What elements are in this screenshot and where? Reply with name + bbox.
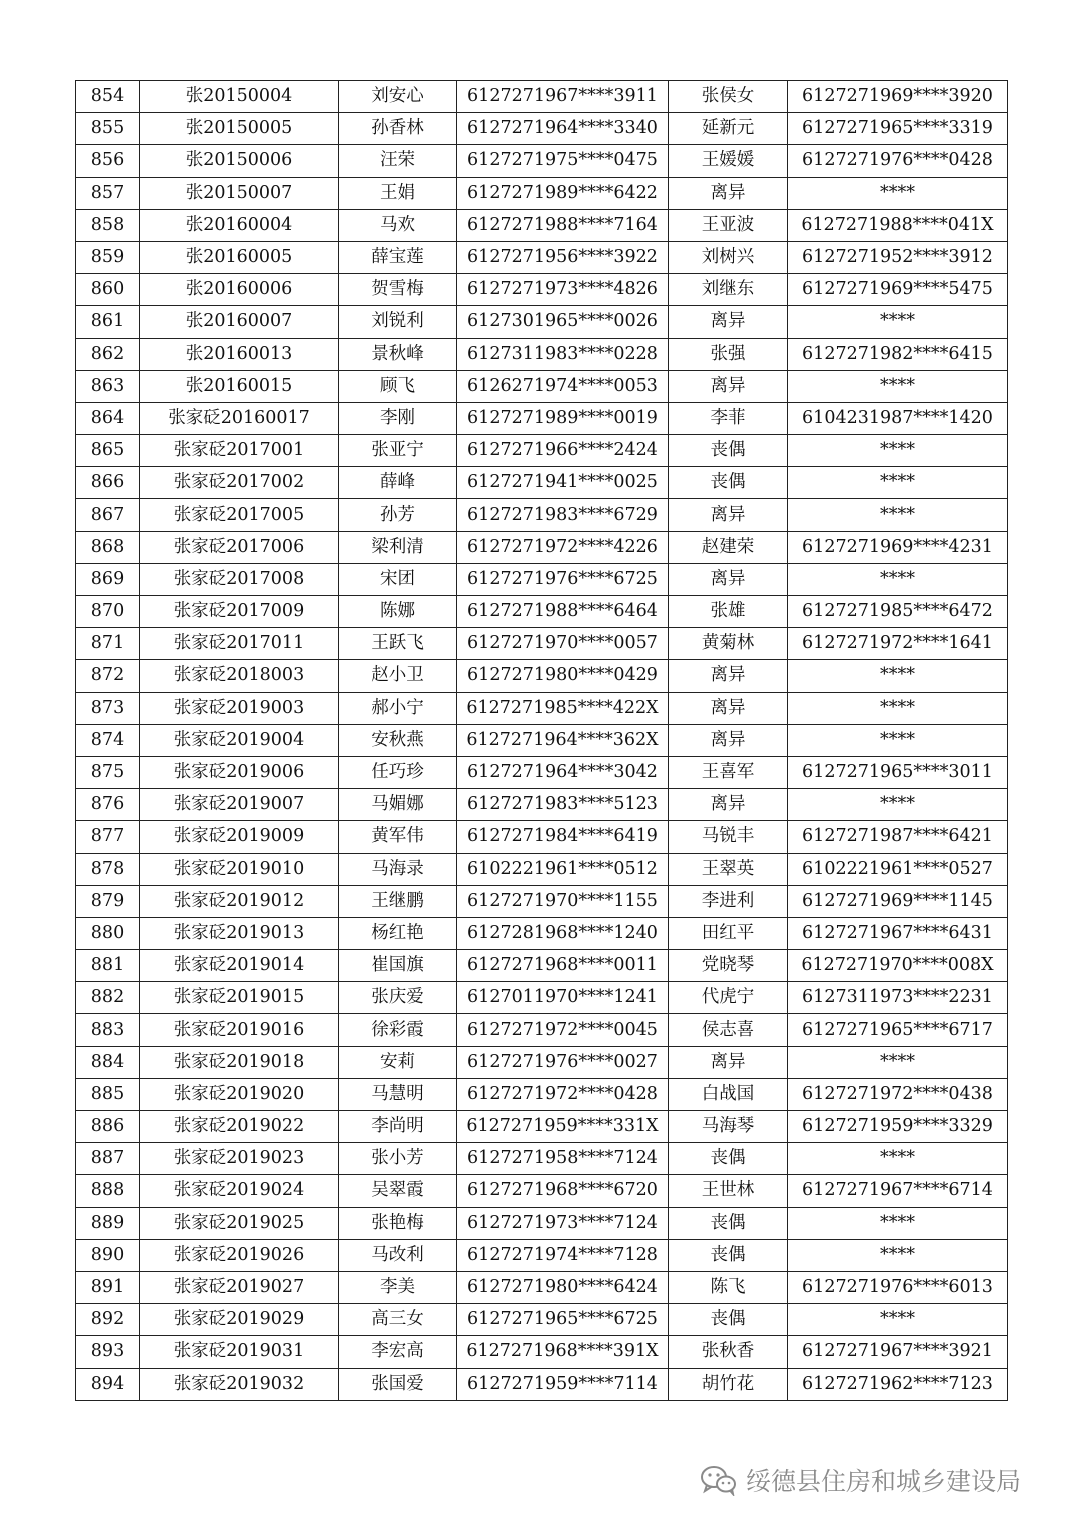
spouse-id-number-cell: **** (788, 563, 1008, 595)
record-id-cell: 张家砭2019032 (140, 1368, 339, 1400)
spouse-name-cell: 离异 (669, 177, 788, 209)
table-row (76, 177, 1008, 209)
spouse-name-cell: 丧偶 (669, 1239, 788, 1271)
id-number-cell: 6127271983****6729 (457, 499, 669, 531)
id-number-cell: 6127271972****0045 (457, 1014, 669, 1046)
spouse-name-cell: 李菲 (669, 402, 788, 434)
spouse-name-cell: 王翠英 (669, 853, 788, 885)
record-id-cell: 张20160013 (140, 338, 339, 370)
row-number-cell: 879 (76, 885, 140, 917)
id-number-cell: 6127271973****7124 (457, 1207, 669, 1239)
spouse-id-number-cell: **** (788, 1046, 1008, 1078)
name-cell: 孙芳 (339, 499, 457, 531)
table-row (76, 1143, 1008, 1175)
id-number-cell: 6127271972****4226 (457, 531, 669, 563)
record-id-cell: 张20150006 (140, 145, 339, 177)
spouse-name-cell: 离异 (669, 306, 788, 338)
spouse-id-number-cell: 6102221961****0527 (788, 853, 1008, 885)
table-row (76, 241, 1008, 273)
record-id-cell: 张20150004 (140, 81, 339, 113)
spouse-id-number-cell: **** (788, 177, 1008, 209)
id-number-cell: 6127271959****331X (457, 1111, 669, 1143)
name-cell: 孙香林 (339, 113, 457, 145)
spouse-name-cell: 离异 (669, 1046, 788, 1078)
row-number-cell: 858 (76, 209, 140, 241)
row-number-cell: 884 (76, 1046, 140, 1078)
table-row (76, 402, 1008, 434)
table-row (76, 885, 1008, 917)
name-cell: 马媚娜 (339, 789, 457, 821)
spouse-id-number-cell: **** (788, 1239, 1008, 1271)
row-number-cell: 866 (76, 467, 140, 499)
record-id-cell: 张20150007 (140, 177, 339, 209)
spouse-name-cell: 马海琴 (669, 1111, 788, 1143)
id-number-cell: 6127271967****3911 (457, 81, 669, 113)
id-number-cell: 6127271984****6419 (457, 821, 669, 853)
row-number-cell: 856 (76, 145, 140, 177)
record-id-cell: 张20160005 (140, 241, 339, 273)
record-id-cell: 张家砭2019009 (140, 821, 339, 853)
spouse-id-number-cell: 6127271965****6717 (788, 1014, 1008, 1046)
spouse-name-cell: 离异 (669, 499, 788, 531)
spouse-name-cell: 张雄 (669, 596, 788, 628)
row-number-cell: 894 (76, 1368, 140, 1400)
table-row (76, 1078, 1008, 1110)
spouse-id-number-cell: 6127271976****6013 (788, 1271, 1008, 1303)
wechat-icon (700, 1464, 738, 1496)
spouse-id-number-cell: 6127271969****4231 (788, 531, 1008, 563)
table-row (76, 1014, 1008, 1046)
id-number-cell: 6127271965****6725 (457, 1304, 669, 1336)
id-number-cell: 6127271976****6725 (457, 563, 669, 595)
id-number-cell: 6127271964****3340 (457, 113, 669, 145)
spouse-name-cell: 丧偶 (669, 435, 788, 467)
table-row (76, 596, 1008, 628)
spouse-name-cell: 刘树兴 (669, 241, 788, 273)
row-number-cell: 878 (76, 853, 140, 885)
record-id-cell: 张家砭2017009 (140, 596, 339, 628)
name-cell: 薛宝莲 (339, 241, 457, 273)
record-id-cell: 张家砭2019004 (140, 724, 339, 756)
name-cell: 徐彩霞 (339, 1014, 457, 1046)
table-row (76, 1271, 1008, 1303)
spouse-id-number-cell: **** (788, 724, 1008, 756)
table-row (76, 306, 1008, 338)
name-cell: 张艳梅 (339, 1207, 457, 1239)
name-cell: 张小芳 (339, 1143, 457, 1175)
spouse-id-number-cell: 6104231987****1420 (788, 402, 1008, 434)
spouse-name-cell: 离异 (669, 563, 788, 595)
name-cell: 任巧珍 (339, 756, 457, 788)
id-number-cell: 6127271973****4826 (457, 274, 669, 306)
spouse-name-cell: 田红平 (669, 917, 788, 949)
id-number-cell: 6127271980****6424 (457, 1271, 669, 1303)
name-cell: 刘锐利 (339, 306, 457, 338)
name-cell: 安秋燕 (339, 724, 457, 756)
row-number-cell: 892 (76, 1304, 140, 1336)
row-number-cell: 860 (76, 274, 140, 306)
name-cell: 马欢 (339, 209, 457, 241)
table-row (76, 338, 1008, 370)
table-row (76, 81, 1008, 113)
id-number-cell: 6127271989****0019 (457, 402, 669, 434)
id-number-cell: 6127271964****3042 (457, 756, 669, 788)
spouse-name-cell: 离异 (669, 660, 788, 692)
name-cell: 张国爱 (339, 1368, 457, 1400)
name-cell: 汪荣 (339, 145, 457, 177)
record-id-cell: 张家砭2017008 (140, 563, 339, 595)
table-row (76, 531, 1008, 563)
name-cell: 刘安心 (339, 81, 457, 113)
table-row (76, 1304, 1008, 1336)
table-row (76, 499, 1008, 531)
name-cell: 王娟 (339, 177, 457, 209)
row-number-cell: 876 (76, 789, 140, 821)
record-id-cell: 张家砭2017006 (140, 531, 339, 563)
row-number-cell: 863 (76, 370, 140, 402)
table-row (76, 1207, 1008, 1239)
spouse-name-cell: 张侯女 (669, 81, 788, 113)
id-number-cell: 6127311983****0228 (457, 338, 669, 370)
record-id-cell: 张家砭2019022 (140, 1111, 339, 1143)
record-id-cell: 张家砭2019016 (140, 1014, 339, 1046)
table-row (76, 1368, 1008, 1400)
spouse-name-cell: 丧偶 (669, 467, 788, 499)
name-cell: 梁利清 (339, 531, 457, 563)
spouse-name-cell: 离异 (669, 692, 788, 724)
record-id-cell: 张20160004 (140, 209, 339, 241)
record-id-cell: 张家砭2019018 (140, 1046, 339, 1078)
spouse-id-number-cell: **** (788, 467, 1008, 499)
table-row (76, 853, 1008, 885)
row-number-cell: 885 (76, 1078, 140, 1110)
table-row (76, 628, 1008, 660)
name-cell: 吴翠霞 (339, 1175, 457, 1207)
spouse-id-number-cell: **** (788, 1304, 1008, 1336)
spouse-name-cell: 延新元 (669, 113, 788, 145)
row-number-cell: 874 (76, 724, 140, 756)
row-number-cell: 869 (76, 563, 140, 595)
spouse-id-number-cell: **** (788, 370, 1008, 402)
row-number-cell: 867 (76, 499, 140, 531)
id-number-cell: 6127271972****0428 (457, 1078, 669, 1110)
id-number-cell: 6127271983****5123 (457, 789, 669, 821)
spouse-id-number-cell: 6127271962****7123 (788, 1368, 1008, 1400)
record-id-cell: 张家砭2019027 (140, 1271, 339, 1303)
row-number-cell: 872 (76, 660, 140, 692)
id-number-cell: 6127271959****7114 (457, 1368, 669, 1400)
record-id-cell: 张家砭2017011 (140, 628, 339, 660)
name-cell: 顾飞 (339, 370, 457, 402)
spouse-id-number-cell: 6127271969****3920 (788, 81, 1008, 113)
record-id-cell: 张家砭2019023 (140, 1143, 339, 1175)
id-number-cell: 6127271964****362X (457, 724, 669, 756)
spouse-id-number-cell: 6127271976****0428 (788, 145, 1008, 177)
row-number-cell: 875 (76, 756, 140, 788)
row-number-cell: 868 (76, 531, 140, 563)
table-row (76, 145, 1008, 177)
row-number-cell: 883 (76, 1014, 140, 1046)
name-cell: 贺雪梅 (339, 274, 457, 306)
table-row (76, 1111, 1008, 1143)
row-number-cell: 888 (76, 1175, 140, 1207)
spouse-id-number-cell: **** (788, 660, 1008, 692)
record-id-cell: 张家砭2017005 (140, 499, 339, 531)
id-number-cell: 6127281968****1240 (457, 917, 669, 949)
row-number-cell: 889 (76, 1207, 140, 1239)
spouse-id-number-cell: **** (788, 499, 1008, 531)
spouse-name-cell: 离异 (669, 724, 788, 756)
spouse-id-number-cell: 6127271959****3329 (788, 1111, 1008, 1143)
name-cell: 景秋峰 (339, 338, 457, 370)
spouse-id-number-cell: **** (788, 435, 1008, 467)
watermark (700, 1460, 1021, 1500)
spouse-name-cell: 张强 (669, 338, 788, 370)
record-id-cell: 张20160007 (140, 306, 339, 338)
row-number-cell: 855 (76, 113, 140, 145)
row-number-cell: 881 (76, 950, 140, 982)
spouse-id-number-cell: 6127271967****6714 (788, 1175, 1008, 1207)
spouse-name-cell: 陈飞 (669, 1271, 788, 1303)
spouse-name-cell: 胡竹花 (669, 1368, 788, 1400)
row-number-cell: 857 (76, 177, 140, 209)
spouse-name-cell: 马锐丰 (669, 821, 788, 853)
record-id-cell: 张家砭2017001 (140, 435, 339, 467)
table-row (76, 1239, 1008, 1271)
id-number-cell: 6127271975****0475 (457, 145, 669, 177)
row-number-cell: 891 (76, 1271, 140, 1303)
row-number-cell: 886 (76, 1111, 140, 1143)
row-number-cell: 864 (76, 402, 140, 434)
id-number-cell: 6127271974****7128 (457, 1239, 669, 1271)
record-id-cell: 张家砭2019031 (140, 1336, 339, 1368)
name-cell: 赵小卫 (339, 660, 457, 692)
record-id-cell: 张家砭2019020 (140, 1078, 339, 1110)
row-number-cell: 862 (76, 338, 140, 370)
name-cell: 李刚 (339, 402, 457, 434)
name-cell: 陈娜 (339, 596, 457, 628)
name-cell: 马海录 (339, 853, 457, 885)
record-id-cell: 张家砭2019012 (140, 885, 339, 917)
id-number-cell: 6127271970****1155 (457, 885, 669, 917)
table-row (76, 692, 1008, 724)
records-table-body (76, 81, 1008, 1401)
spouse-name-cell: 王喜军 (669, 756, 788, 788)
name-cell: 王继鹏 (339, 885, 457, 917)
id-number-cell: 6127271968****0011 (457, 950, 669, 982)
id-number-cell: 6127271966****2424 (457, 435, 669, 467)
spouse-name-cell: 王亚波 (669, 209, 788, 241)
id-number-cell: 6127271956****3922 (457, 241, 669, 273)
spouse-id-number-cell: 6127271952****3912 (788, 241, 1008, 273)
table-row (76, 724, 1008, 756)
spouse-name-cell: 丧偶 (669, 1304, 788, 1336)
record-id-cell: 张家砭2019014 (140, 950, 339, 982)
spouse-name-cell: 李进利 (669, 885, 788, 917)
name-cell: 杨红艳 (339, 917, 457, 949)
id-number-cell: 6127011970****1241 (457, 982, 669, 1014)
row-number-cell: 890 (76, 1239, 140, 1271)
spouse-id-number-cell: **** (788, 1207, 1008, 1239)
table-row (76, 209, 1008, 241)
spouse-id-number-cell: 6127271967****3921 (788, 1336, 1008, 1368)
table-row (76, 821, 1008, 853)
record-id-cell: 张家砭2019015 (140, 982, 339, 1014)
table-row (76, 1046, 1008, 1078)
id-number-cell: 6127271988****7164 (457, 209, 669, 241)
spouse-name-cell: 赵建荣 (669, 531, 788, 563)
record-id-cell: 张20150005 (140, 113, 339, 145)
record-id-cell: 张家砭2018003 (140, 660, 339, 692)
table-row (76, 435, 1008, 467)
spouse-name-cell: 张秋香 (669, 1336, 788, 1368)
record-id-cell: 张家砭2019026 (140, 1239, 339, 1271)
watermark-text: 绥德县住房和城乡建设局 (746, 1467, 1022, 1496)
spouse-id-number-cell: 6127271965****3319 (788, 113, 1008, 145)
name-cell: 高三女 (339, 1304, 457, 1336)
record-id-cell: 张家砭2019013 (140, 917, 339, 949)
record-id-cell: 张20160006 (140, 274, 339, 306)
row-number-cell: 887 (76, 1143, 140, 1175)
row-number-cell: 870 (76, 596, 140, 628)
name-cell: 薛峰 (339, 467, 457, 499)
id-number-cell: 6127271985****422X (457, 692, 669, 724)
table-row (76, 1175, 1008, 1207)
id-number-cell: 6127271958****7124 (457, 1143, 669, 1175)
table-row (76, 756, 1008, 788)
record-id-cell: 张家砭20160017 (140, 402, 339, 434)
row-number-cell: 859 (76, 241, 140, 273)
table-row (76, 950, 1008, 982)
spouse-id-number-cell: 6127271967****6431 (788, 917, 1008, 949)
spouse-name-cell: 黄菊林 (669, 628, 788, 660)
record-id-cell: 张家砭2019007 (140, 789, 339, 821)
name-cell: 黄军伟 (339, 821, 457, 853)
records-table (75, 80, 1008, 1401)
table-row (76, 789, 1008, 821)
spouse-id-number-cell: 6127271970****008X (788, 950, 1008, 982)
row-number-cell: 861 (76, 306, 140, 338)
record-id-cell: 张家砭2019006 (140, 756, 339, 788)
spouse-id-number-cell: 6127271982****6415 (788, 338, 1008, 370)
spouse-id-number-cell: 6127311973****2231 (788, 982, 1008, 1014)
record-id-cell: 张20160015 (140, 370, 339, 402)
name-cell: 崔国旗 (339, 950, 457, 982)
spouse-name-cell: 离异 (669, 789, 788, 821)
spouse-name-cell: 代虎宁 (669, 982, 788, 1014)
table-row (76, 370, 1008, 402)
table-row (76, 917, 1008, 949)
spouse-name-cell: 离异 (669, 370, 788, 402)
record-id-cell: 张家砭2019010 (140, 853, 339, 885)
spouse-id-number-cell: 6127271987****6421 (788, 821, 1008, 853)
row-number-cell: 877 (76, 821, 140, 853)
spouse-id-number-cell: 6127271972****0438 (788, 1078, 1008, 1110)
table-row (76, 660, 1008, 692)
row-number-cell: 882 (76, 982, 140, 1014)
id-number-cell: 6127271980****0429 (457, 660, 669, 692)
id-number-cell: 6127271968****6720 (457, 1175, 669, 1207)
table-row (76, 467, 1008, 499)
name-cell: 宋团 (339, 563, 457, 595)
spouse-name-cell: 刘继东 (669, 274, 788, 306)
spouse-id-number-cell: 6127271985****6472 (788, 596, 1008, 628)
name-cell: 张亚宁 (339, 435, 457, 467)
row-number-cell: 880 (76, 917, 140, 949)
row-number-cell: 865 (76, 435, 140, 467)
id-number-cell: 6127271989****6422 (457, 177, 669, 209)
spouse-id-number-cell: **** (788, 692, 1008, 724)
table-row (76, 274, 1008, 306)
spouse-id-number-cell: **** (788, 306, 1008, 338)
spouse-id-number-cell: 6127271969****1145 (788, 885, 1008, 917)
spouse-id-number-cell: 6127271972****1641 (788, 628, 1008, 660)
record-id-cell: 张家砭2017002 (140, 467, 339, 499)
spouse-id-number-cell: 6127271965****3011 (788, 756, 1008, 788)
record-id-cell: 张家砭2019003 (140, 692, 339, 724)
spouse-name-cell: 白战国 (669, 1078, 788, 1110)
table-row (76, 113, 1008, 145)
spouse-name-cell: 丧偶 (669, 1207, 788, 1239)
spouse-name-cell: 党晓琴 (669, 950, 788, 982)
table-row (76, 1336, 1008, 1368)
row-number-cell: 873 (76, 692, 140, 724)
row-number-cell: 854 (76, 81, 140, 113)
id-number-cell: 6126271974****0053 (457, 370, 669, 402)
name-cell: 李尚明 (339, 1111, 457, 1143)
spouse-id-number-cell: **** (788, 789, 1008, 821)
table-row (76, 563, 1008, 595)
record-id-cell: 张家砭2019029 (140, 1304, 339, 1336)
name-cell: 安莉 (339, 1046, 457, 1078)
id-number-cell: 6127271976****0027 (457, 1046, 669, 1078)
name-cell: 马改利 (339, 1239, 457, 1271)
name-cell: 王跃飞 (339, 628, 457, 660)
row-number-cell: 871 (76, 628, 140, 660)
name-cell: 马慧明 (339, 1078, 457, 1110)
spouse-id-number-cell: **** (788, 1143, 1008, 1175)
id-number-cell: 6102221961****0512 (457, 853, 669, 885)
spouse-id-number-cell: 6127271988****041X (788, 209, 1008, 241)
name-cell: 郝小宁 (339, 692, 457, 724)
spouse-name-cell: 丧偶 (669, 1143, 788, 1175)
id-number-cell: 6127271968****391X (457, 1336, 669, 1368)
name-cell: 李宏高 (339, 1336, 457, 1368)
name-cell: 李美 (339, 1271, 457, 1303)
spouse-name-cell: 王世林 (669, 1175, 788, 1207)
spouse-name-cell: 王媛媛 (669, 145, 788, 177)
record-id-cell: 张家砭2019025 (140, 1207, 339, 1239)
spouse-id-number-cell: 6127271969****5475 (788, 274, 1008, 306)
id-number-cell: 6127271988****6464 (457, 596, 669, 628)
id-number-cell: 6127271941****0025 (457, 467, 669, 499)
table-row (76, 982, 1008, 1014)
spouse-name-cell: 侯志喜 (669, 1014, 788, 1046)
id-number-cell: 6127271970****0057 (457, 628, 669, 660)
id-number-cell: 6127301965****0026 (457, 306, 669, 338)
record-id-cell: 张家砭2019024 (140, 1175, 339, 1207)
name-cell: 张庆爱 (339, 982, 457, 1014)
row-number-cell: 893 (76, 1336, 140, 1368)
